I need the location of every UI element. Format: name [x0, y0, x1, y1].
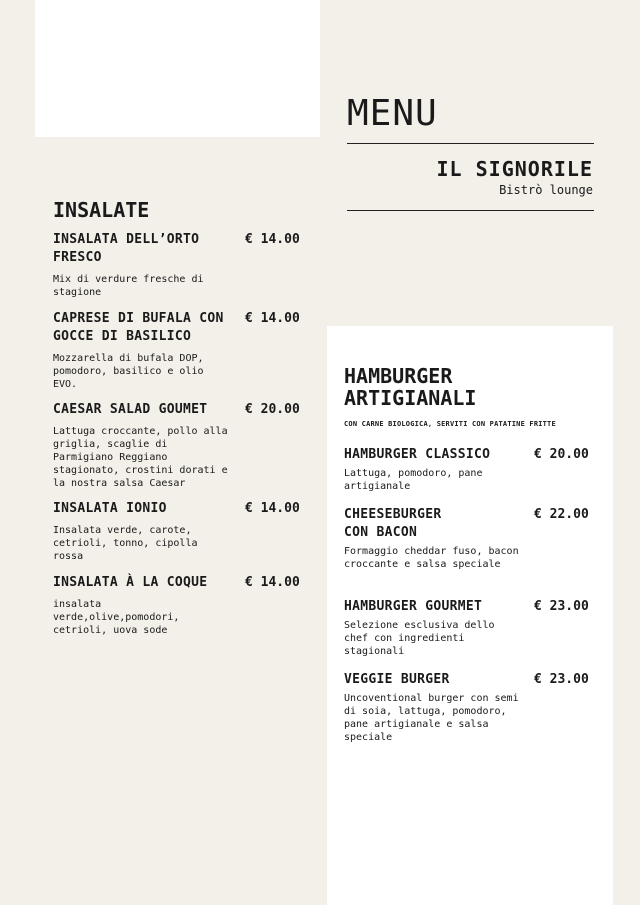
- item-name: CHEESEBURGER CON BACON: [344, 507, 442, 540]
- menu-item: [53, 574, 300, 637]
- divider-top: [347, 143, 594, 144]
- menu-item: [53, 310, 300, 391]
- restaurant-name: IL SIGNORILE: [436, 157, 593, 181]
- menu-title: MENU: [347, 93, 438, 134]
- menu-item: [344, 506, 589, 571]
- item-price: € 20.00: [534, 447, 589, 462]
- menu-item: [344, 598, 589, 658]
- menu-item: [53, 401, 300, 490]
- item-price: € 14.00: [245, 311, 300, 326]
- section-note: CON CARNE BIOLOGICA, SERVITI CON PATATINE FRITTE: [344, 420, 556, 428]
- item-price: € 14.00: [245, 232, 300, 247]
- section-title-insalate: INSALATE: [53, 198, 150, 222]
- item-description: Insalata verde, carote, cetrioli, tonno, cipolla rossa: [53, 525, 198, 562]
- menu-item: [344, 671, 589, 744]
- item-price: € 23.00: [534, 672, 589, 687]
- item-name: VEGGIE BURGER: [344, 672, 450, 687]
- item-price: € 14.00: [245, 575, 300, 590]
- item-name: INSALATA IONIO: [53, 501, 167, 516]
- item-description: Mozzarella di bufala DOP, pomodoro, basilico e olio EVO.: [53, 353, 204, 390]
- divider-bottom: [347, 210, 594, 211]
- item-description: Selezione esclusiva dello chef con ingredienti stagionali: [344, 620, 495, 657]
- menu-item: [53, 231, 300, 299]
- item-description: Formaggio cheddar fuso, bacon croccante e salsa speciale: [344, 546, 519, 570]
- section-title-hamburger: HAMBURGER ARTIGIANALI: [344, 364, 477, 410]
- item-price: € 23.00: [534, 599, 589, 614]
- item-name: CAESAR SALAD GOUMET: [53, 402, 208, 417]
- menu-item: [344, 446, 589, 493]
- item-price: € 14.00: [245, 501, 300, 516]
- item-name: INSALATA DELL’ORTO FRESCO: [53, 232, 200, 265]
- item-description: Lattuga croccante, pollo alla griglia, scaglie di Parmigiano Reggiano stagionato, crostini dorati e la nostra salsa Caesar: [53, 426, 228, 489]
- item-name: HAMBURGER GOURMET: [344, 599, 483, 614]
- item-price: € 22.00: [534, 507, 589, 522]
- item-description: insalata verde,olive,pomodori, cetrioli, uova sode: [53, 599, 180, 636]
- item-price: € 20.00: [245, 402, 300, 417]
- item-description: Lattuga, pomodoro, pane artigianale: [344, 468, 483, 492]
- restaurant-subtitle: Bistrò lounge: [499, 183, 593, 197]
- menu-item: [53, 500, 300, 563]
- item-description: Mix di verdure fresche di stagione: [53, 274, 204, 298]
- decorative-panel-top: [35, 0, 320, 137]
- item-name: INSALATA À LA COQUE: [53, 575, 208, 590]
- item-name: HAMBURGER CLASSICO: [344, 447, 491, 462]
- item-name: CAPRESE DI BUFALA CON GOCCE DI BASILICO: [53, 311, 224, 344]
- item-description: Uncoventional burger con semi di soia, lattuga, pomodoro, pane artigianale e salsa speciale: [344, 693, 519, 743]
